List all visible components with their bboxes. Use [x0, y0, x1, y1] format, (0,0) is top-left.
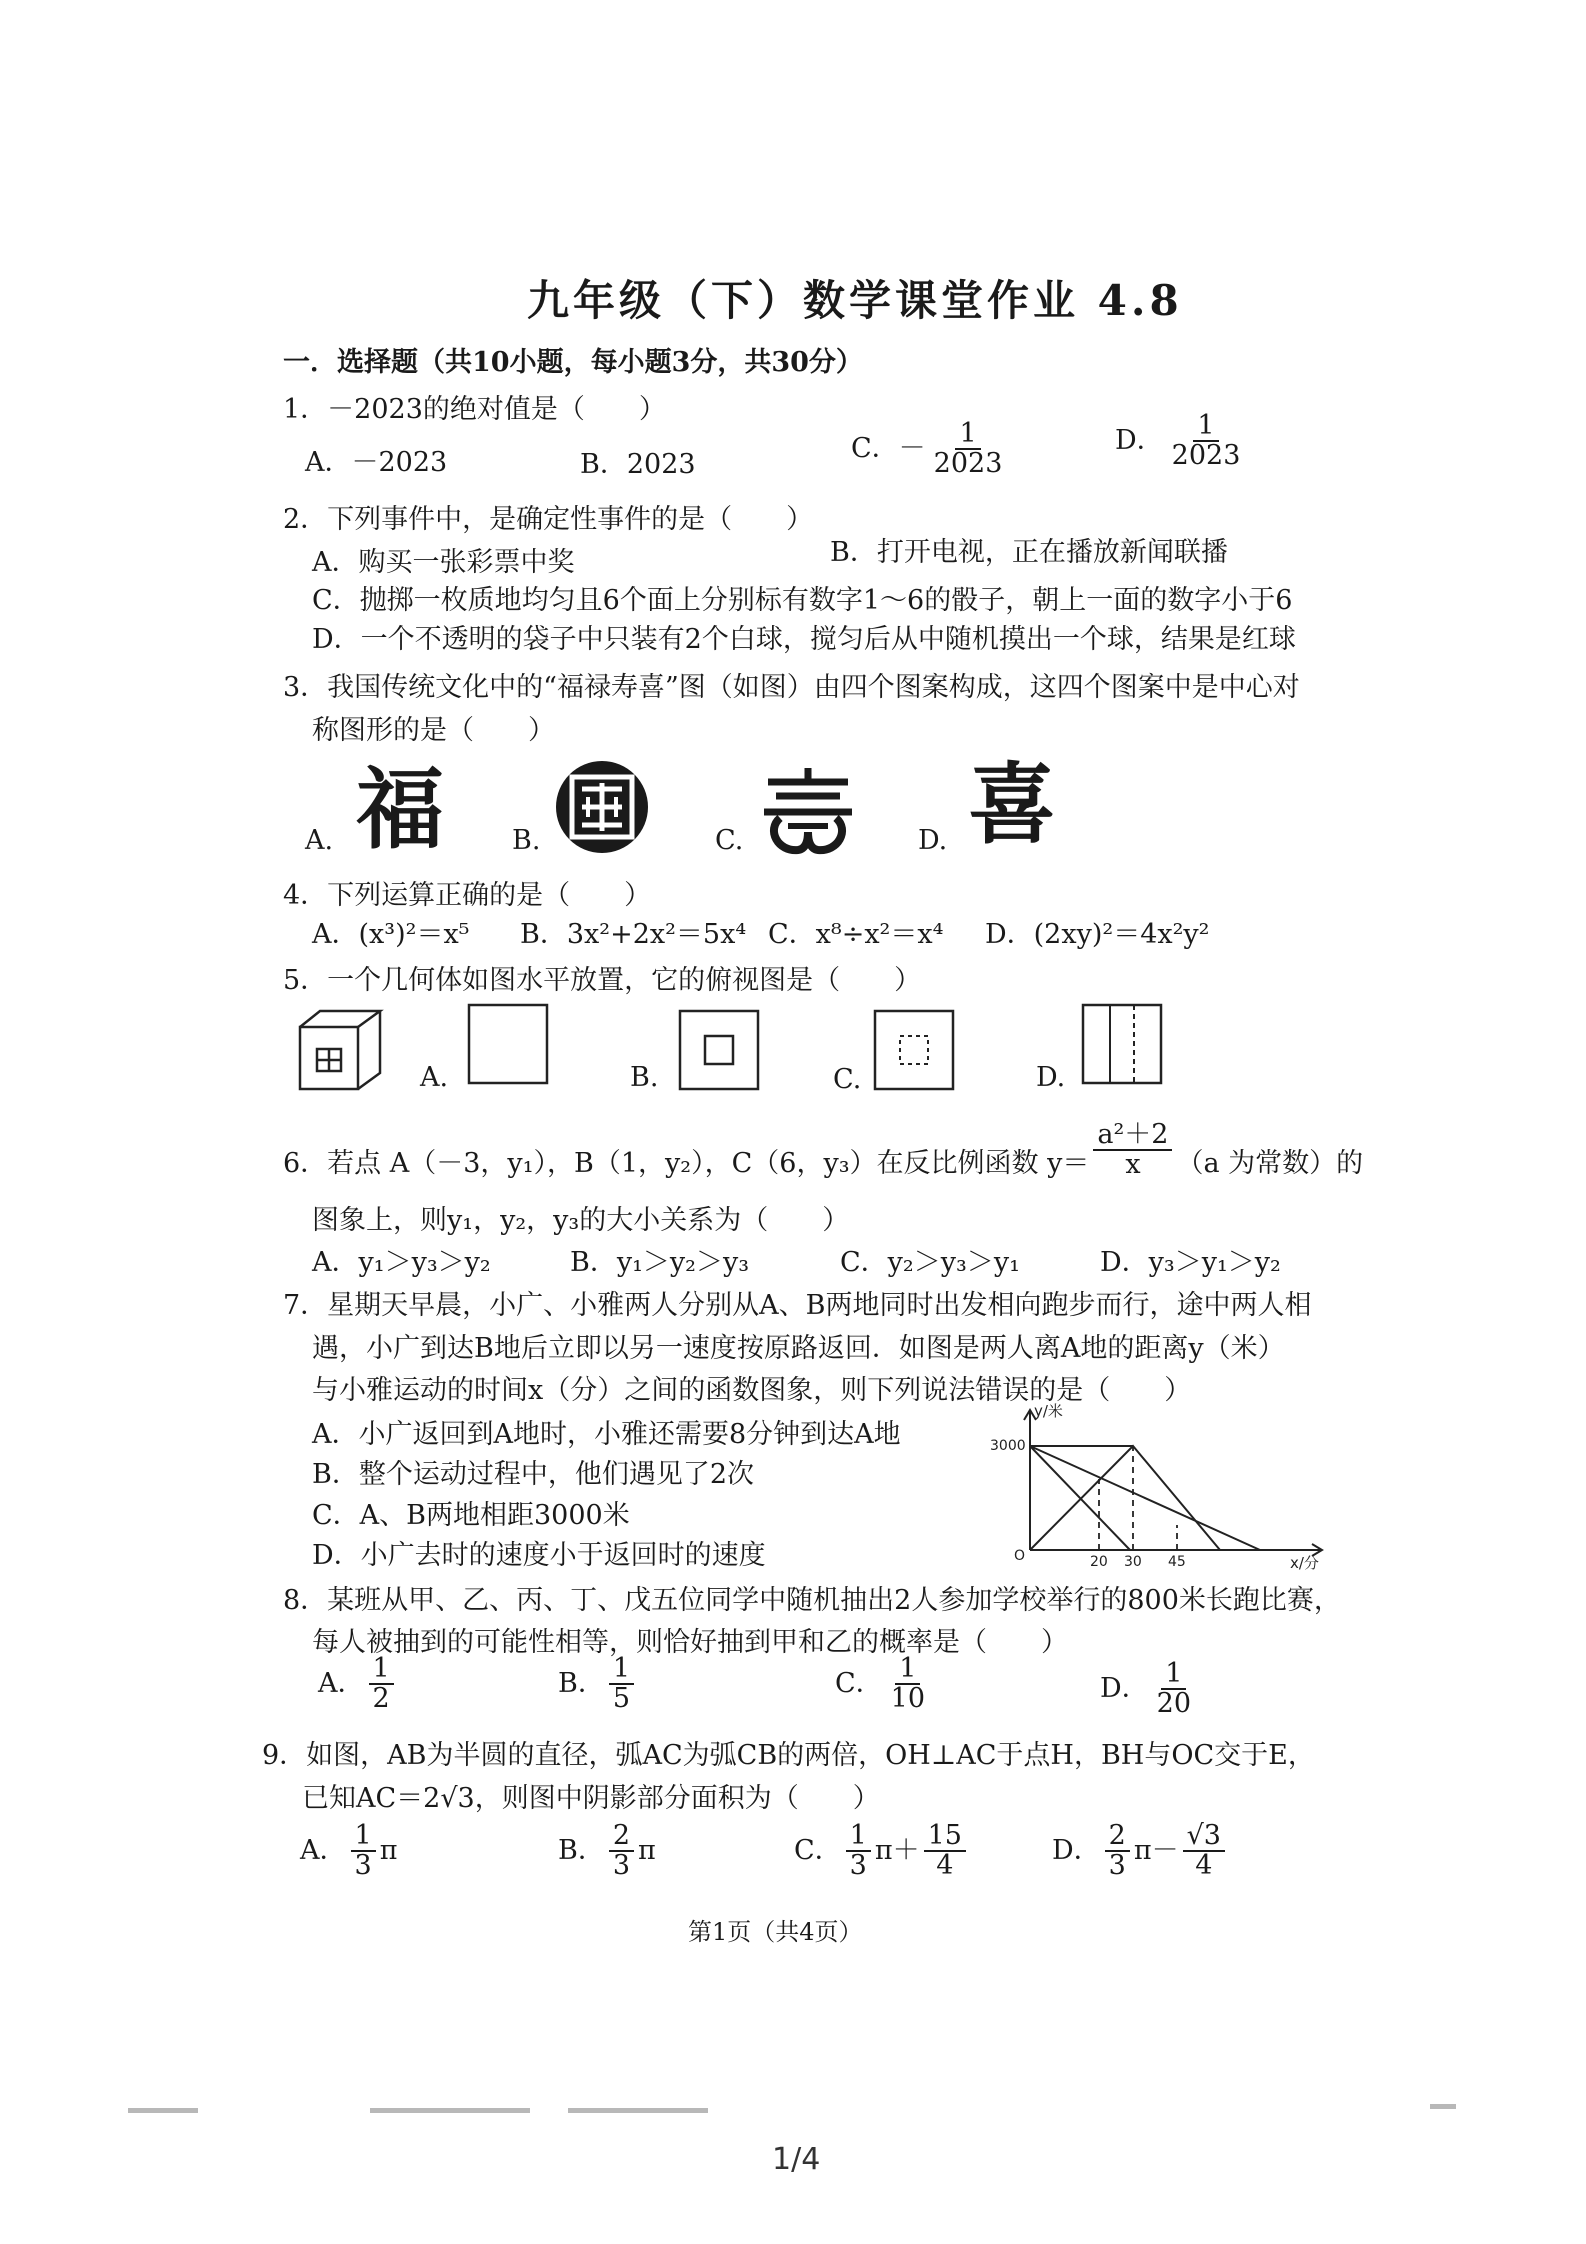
q2-stem: 2．下列事件中，是确定性事件的是（ ）: [283, 504, 814, 535]
q6-stem-line1: 6．若点 A（－3，y₁），B（1，y₂），C（6，y₃）在反比例函数 y＝ $\frac{\text{a²＋2}}{x}$ （a 为常数）的: [283, 1119, 1364, 1181]
q2-option-d: D．一个不透明的袋子中只装有2个白球，搅匀后从中随机摸出一个球，结果是红球: [312, 624, 1296, 655]
q7-stem-line3: 与小雅运动的时间x（分）之间的函数图象，则下列说法错误的是（ ）: [312, 1375, 1192, 1406]
q5-label-a: A.: [420, 1062, 449, 1093]
q6-option-b: B．y₁＞y₂＞y₃: [570, 1247, 750, 1278]
q1-stem: 1．－2023的绝对值是（ ）: [283, 394, 666, 425]
q4-stem: 4．下列运算正确的是（ ）: [283, 880, 652, 911]
x-tick-30: 30: [1124, 1554, 1142, 1570]
q4-option-c: C．x⁸÷x²＝x⁴: [768, 919, 944, 950]
q2-option-a: A．购买一张彩票中奖: [312, 547, 575, 578]
q1-option-c: C．－ $\frac{1}{2023}$: [851, 418, 1003, 480]
scan-mark: [1430, 2104, 1456, 2109]
q2-option-b: B．打开电视，正在播放新闻联播: [830, 537, 1228, 568]
top-view-b-icon: [677, 1008, 761, 1092]
q6-stem-line2: 图象上，则y₁，y₂，y₃的大小关系为（ ）: [312, 1205, 850, 1236]
q5-label-d: D.: [1036, 1062, 1066, 1093]
q7-stem-line2: 遇，小广到达B地后立即以另一速度按原路返回．如图是两人离A地的距离y（米）: [312, 1333, 1285, 1364]
top-view-a-icon: [466, 1002, 550, 1086]
y-axis-label: y/米: [1034, 1402, 1063, 1420]
q5-label-c: C.: [833, 1064, 862, 1095]
q5-label-b: B.: [630, 1062, 659, 1093]
q1-option-a: A．－2023: [305, 447, 448, 478]
q4-option-d: D．(2xy)²＝4x²y²: [985, 919, 1210, 950]
q5-stem: 5．一个几何体如图水平放置，它的俯视图是（ ）: [283, 965, 922, 996]
q9-stem-line2: 已知AC＝2√3，则图中阴影部分面积为（ ）: [302, 1783, 880, 1814]
scan-mark: [370, 2108, 530, 2113]
q7-option-c: C．A、B两地相距3000米: [312, 1500, 630, 1531]
q8-stem-line2: 每人被抽到的可能性相等，则恰好抽到甲和乙的概率是（ ）: [312, 1627, 1068, 1658]
y-tick-3000: 3000: [990, 1438, 1026, 1454]
q3-stem-line2: 称图形的是（ ）: [312, 715, 555, 746]
xiaoguang-line: [1030, 1446, 1220, 1550]
x-axis-label: x/分: [1290, 1554, 1319, 1570]
q3-label-a: A.: [305, 825, 334, 856]
origin-label: O: [1014, 1548, 1026, 1564]
solid-figure-icon: [295, 1005, 385, 1095]
q3-label-d: D.: [918, 825, 948, 856]
q1-option-d: D． $\frac{1}{2023}$: [1115, 410, 1241, 472]
q8-option-c: C． $\frac{1}{10}$: [835, 1653, 926, 1715]
page-indicator: 1/4: [772, 2142, 821, 2177]
q6-option-d: D．y₃＞y₁＞y₂: [1100, 1247, 1281, 1278]
q8-option-a: A． $\frac{1}{2}$: [318, 1655, 398, 1714]
scan-mark: [568, 2108, 708, 2113]
q9-option-b: B． $\frac{2}{3}$ π: [558, 1820, 656, 1882]
q6-option-c: C．y₂＞y₃＞y₁: [840, 1247, 1020, 1278]
q4-option-b: B．3x²+2x²＝5x⁴: [520, 919, 747, 950]
q9-stem-line1: 9．如图，AB为半圆的直径，弧AC为弧CB的两倍，OH⊥AC于点H，BH与OC交于E，: [262, 1740, 1315, 1771]
scan-mark: [128, 2108, 198, 2113]
x-tick-45: 45: [1168, 1554, 1186, 1570]
q9-option-d: D． $\frac{2}{3}$ π－ $\frac{√3}{4}$: [1052, 1822, 1229, 1881]
top-view-c-icon: [872, 1008, 956, 1092]
top-view-d-icon: [1080, 1002, 1164, 1086]
svg-text:福: 福: [355, 760, 445, 860]
q1-option-b: B．2023: [580, 449, 696, 480]
q7-stem-line1: 7．星期天早晨，小广、小雅两人分别从A、B两地同时出发相向跑步而行，途中两人相: [283, 1290, 1312, 1321]
shou-seal-icon: [758, 760, 858, 860]
q3-label-c: C.: [715, 825, 744, 856]
page-title: 九年级（下）数学课堂作业 4.8: [527, 276, 1183, 325]
q6-option-a: A．y₁＞y₃＞y₂: [312, 1247, 491, 1278]
q4-option-a: A．(x³)²＝x⁵: [312, 919, 470, 950]
q7-option-b: B．整个运动过程中，他们遇见了2次: [312, 1459, 755, 1490]
lu-seal-icon: [552, 757, 652, 857]
x-tick-20: 20: [1090, 1554, 1108, 1570]
q3-label-b: B.: [512, 825, 541, 856]
section-heading: 一．选择题（共10小题，每小题3分，共30分）: [283, 347, 863, 378]
q9-option-c: C． $\frac{1}{3}$ π＋ $\frac{15}{4}$: [794, 1822, 970, 1881]
svg-text:喜: 喜: [967, 755, 1057, 855]
q7-option-d: D．小广去时的速度小于返回时的速度: [312, 1540, 766, 1571]
q3-stem-line1: 3．我国传统文化中的“福禄寿喜”图（如图）由四个图案构成，这四个图案中是中心对: [283, 672, 1300, 703]
distance-time-graph: [990, 1400, 1350, 1570]
page-footer: 第1页（共4页）: [688, 1918, 863, 1946]
q8-option-d: D． $\frac{1}{20}$: [1100, 1658, 1192, 1720]
q7-option-a: A．小广返回到A地时，小雅还需要8分钟到达A地: [312, 1419, 901, 1450]
fu-seal-icon: [350, 760, 450, 860]
q9-option-a: A． $\frac{1}{3}$ π: [300, 1820, 398, 1882]
q8-stem-line1: 8．某班从甲、乙、丙、丁、戊五位同学中随机抽出2人参加学校举行的800米长跑比赛，: [283, 1585, 1341, 1616]
q8-option-b: B． $\frac{1}{5}$: [558, 1655, 638, 1714]
q2-option-c: C．抛掷一枚质地均匀且6个面上分别标有数字1～6的骰子，朝上一面的数字小于6: [312, 585, 1293, 616]
xi-seal-icon: [962, 755, 1062, 855]
